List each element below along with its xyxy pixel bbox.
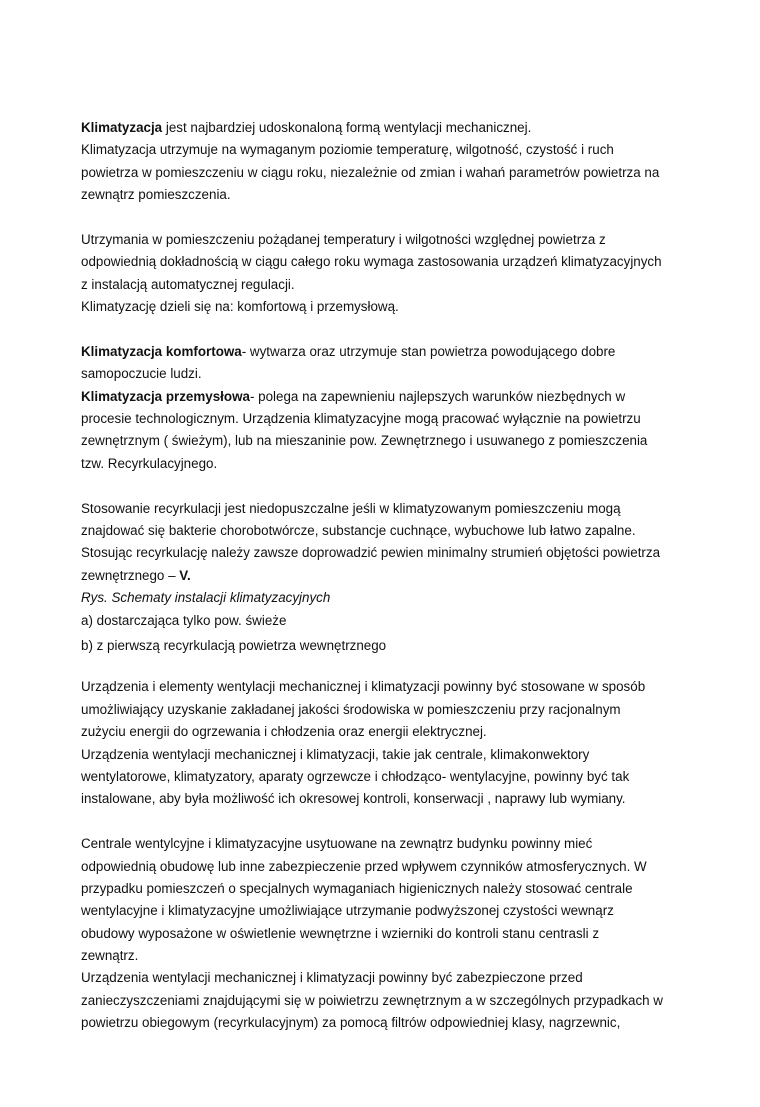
figure-caption: Rys. Schematy instalacji klimatyzacyjnych <box>81 590 331 606</box>
text-line: Centrale wentylcyjne i klimatyzacyjne usytuowane na zewnątrz budynku powinny mieć <box>81 836 593 852</box>
text-line: umożliwiający uzyskanie zakładanej jakości środowiska w pomieszczeniu przy racjonalnym <box>81 701 621 717</box>
text-line: Urządzenia wentylacji mechanicznej i klimatyzacji, takie jak centrale, klimakonwektory <box>81 746 590 762</box>
text-line: zanieczyszczeniami znajdującymi się w poiwietrzu zewnętrznym a w szczególnych przypadkach w <box>81 992 663 1008</box>
text-line: samopoczucie ludzi. <box>81 366 202 382</box>
text-line: powietrza w pomieszczeniu w ciągu roku, niezależnie od zmian i wahań parametrów powietrza na <box>81 164 660 180</box>
paragraph-recirculation <box>81 498 701 658</box>
text-line: Utrzymania w pomieszczeniu pożądanej temperatury i wilgotności względnej powietrza z <box>81 231 606 247</box>
paragraph-gap <box>81 475 701 497</box>
text-line: Klimatyzacja przemysłowa- polega na zapewnieniu najlepszych warunków niezbędnych w <box>81 388 626 404</box>
term-v: V. <box>179 567 191 583</box>
text-line: procesie technologicznym. Urządzenia klimatyzacyjne mogą pracować wyłącznie na powietrzu <box>81 411 641 427</box>
text-line: Urządzenia wentylacji mechanicznej i klimatyzacji powinny być zabezpieczone przed <box>81 970 583 986</box>
paragraph-air-handling-units <box>81 833 701 1035</box>
term-klimatyzacja: Klimatyzacja <box>81 120 163 135</box>
text-line: zewnątrz pomieszczenia. <box>81 187 231 203</box>
text-line: z instalacją automatycznej regulacji. <box>81 276 295 292</box>
text-line: wentylacyjne i klimatyzacyjne umożliwiające utrzymanie podwyższonej czystości wewnąrz <box>81 903 614 919</box>
text-line: Klimatyzację dzieli się na: komfortową i przemysłową. <box>81 299 399 315</box>
term-komfortowa: Klimatyzacja komfortowa <box>81 343 242 359</box>
paragraph-intro <box>81 117 701 207</box>
text-line: Klimatyzacja jest najbardziej udoskonaloną formą wentylacji mechanicznej. <box>81 120 532 135</box>
paragraph-requirements <box>81 229 701 319</box>
text-line: Klimatyzacja utrzymuje na wymaganym poziomie temperaturę, wilgotność, czystość i ruch <box>81 142 614 158</box>
text-line: Stosowanie recyrkulacji jest niedopuszczalne jeśli w klimatyzowanym pomieszczeniu mogą <box>81 500 621 516</box>
text-line: znajdować się bakterie chorobotwórcze, substancje cuchnące, wybuchowe lub łatwo zapalne. <box>81 523 636 539</box>
paragraph-devices <box>81 676 701 810</box>
paragraph-gap <box>81 657 701 676</box>
text-line: obudowy wyposażone w oświetlenie wewnętrzne i wzierniki do kontroli stanu centrasli z <box>81 925 600 941</box>
text-line: powietrzu obiegowym (recyrkulacyjnym) za pomocą filtrów odpowiedniej klasy, nagrzewnic, <box>81 1015 621 1031</box>
text-line: zewnętrznym ( świeżym), lub na mieszaninie pow. Zewnętrznego i usuwanego z pomieszczenia <box>81 433 648 449</box>
text-line: wentylatorowe, klimatyzatory, aparaty ogrzewcze i chłodząco- wentylacyjne, powinny być tak <box>81 768 630 784</box>
text-line: tzw. Recyrkulacyjnego. <box>81 455 218 471</box>
text-line: instalowane, aby była możliwość ich okresowej kontroli, konserwacji , naprawy lub wymiany. <box>81 791 626 807</box>
text-line: odpowiednią dokładnością w ciągu całego roku wymaga zastosowania urządzeń klimatyzacyjnych <box>81 254 662 270</box>
list-item: a) dostarczająca tylko pow. świeże <box>81 612 287 628</box>
text-line: zużyciu energii do ogrzewania i chłodzenia oraz energii elektrycznej. <box>81 724 487 740</box>
text-line: odpowiednią obudowę lub inne zabezpieczenie przed wpływem czynników atmosferycznych. W <box>81 858 647 874</box>
term-przemyslowa: Klimatyzacja przemysłowa <box>81 388 250 404</box>
text-line: Urządzenia i elementy wentylacji mechanicznej i klimatyzacji powinny być stosowane w sposób <box>81 679 646 695</box>
text-line: Klimatyzacja komfortowa- wytwarza oraz utrzymuje stan powietrza powodującego dobre <box>81 343 616 359</box>
paragraph-gap <box>81 319 701 341</box>
text-line: Stosując recyrkulację należy zawsze doprowadzić pewien minimalny strumień objętości powietrza <box>81 545 661 561</box>
list-item: b) z pierwszą recyrkulacją powietrza wewnętrznego <box>81 637 387 653</box>
document-body <box>81 117 701 1035</box>
text-line: zewnątrz. <box>81 948 139 964</box>
paragraph-gap <box>81 811 701 833</box>
paragraph-gap <box>81 207 701 229</box>
text-line: przypadku pomieszczeń o specjalnych wymaganiach higienicznych należy stosować centrale <box>81 880 633 896</box>
paragraph-types <box>81 341 701 475</box>
text-line: zewnętrznego – V. <box>81 567 191 583</box>
